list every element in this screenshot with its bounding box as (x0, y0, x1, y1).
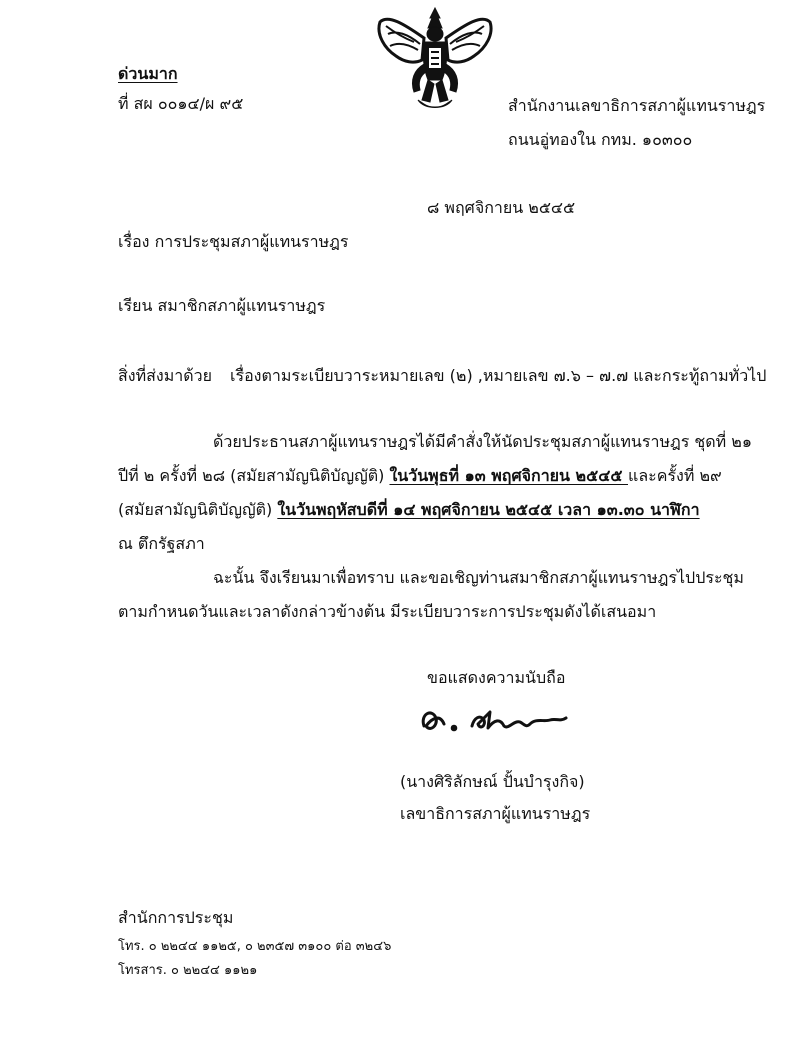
session-info-2: และครั้งที่ ๒๙ (628, 466, 722, 485)
document-number: ที่ สผ ๐๐๑๔/ผ ๙๕ (118, 94, 244, 113)
meeting-venue: ณ ตึกรัฐสภา (118, 534, 205, 553)
body-paragraph-1-line-2 (118, 466, 722, 486)
urgency-label: ด่วนมาก (118, 64, 178, 83)
meeting-date-2: ในวันพฤหัสบดีที่ ๑๔ พฤศจิกายน ๒๕๔๕ เวลา ๑๓.๓๐ นาฬิกา (277, 500, 700, 519)
subject-line: เรื่อง การประชุมสภาผู้แทนราษฎร (118, 232, 349, 251)
session-type: (สมัยสามัญนิติบัญญัติ) (118, 500, 278, 519)
fax-number: โทรสาร. ๐ ๒๒๔๔ ๑๑๒๑ (118, 963, 258, 978)
department-name: สำนักการประชุม (118, 908, 234, 927)
body-paragraph-2-line-1: ฉะนั้น จึงเรียนมาเพื่อทราบ และขอเชิญท่านสมาชิกสภาผู้แทนราษฎรไปประชุม (213, 568, 744, 587)
body-paragraph-1-line-1: ด้วยประธานสภาผู้แทนราษฎรได้มีคำสั่งให้นัดประชุมสภาผู้แทนราษฎร ชุดที่ ๒๑ (213, 432, 752, 451)
enclosure-text: เรื่องตามระเบียบวาระหมายเลข (๒) ,หมายเลข ๗.๖ – ๗.๗ และกระทู้ถามทั่วไป (230, 366, 767, 385)
garuda-emblem-icon (374, 4, 496, 116)
document-date: ๘ พฤศจิกายน ๒๕๔๕ (427, 198, 576, 217)
body-paragraph-2-line-2: ตามกำหนดวันและเวลาดังกล่าวข้างต้น มีระเบียบวาระการประชุมดังได้เสนอมา (118, 602, 657, 621)
signer-name: (นางศิริลักษณ์ ปั้นบำรุงกิจ) (400, 772, 585, 791)
phone-number: โทร. ๐ ๒๒๔๔ ๑๑๒๕, ๐ ๒๓๕๗ ๓๑๐๐ ต่อ ๓๒๔๖ (118, 939, 392, 954)
office-name: สำนักงานเลขาธิการสภาผู้แทนราษฎร (508, 96, 766, 115)
recipient-line: เรียน สมาชิกสภาผู้แทนราษฎร (118, 296, 326, 315)
signer-title: เลขาธิการสภาผู้แทนราษฎร (400, 804, 591, 823)
handwritten-signature-icon (410, 700, 580, 740)
office-address: ถนนอู่ทองใน กทม. ๑๐๓๐๐ (508, 130, 693, 149)
body-paragraph-1-line-3 (118, 500, 700, 520)
enclosure-label: สิ่งที่ส่งมาด้วย (118, 366, 212, 385)
closing-salutation: ขอแสดงความนับถือ (427, 668, 566, 687)
session-info: ปีที่ ๒ ครั้งที่ ๒๘ (สมัยสามัญนิติบัญญัติ) (118, 466, 390, 485)
meeting-date-1: ในวันพุธที่ ๑๓ พฤศจิกายน ๒๕๔๕ (389, 466, 628, 485)
